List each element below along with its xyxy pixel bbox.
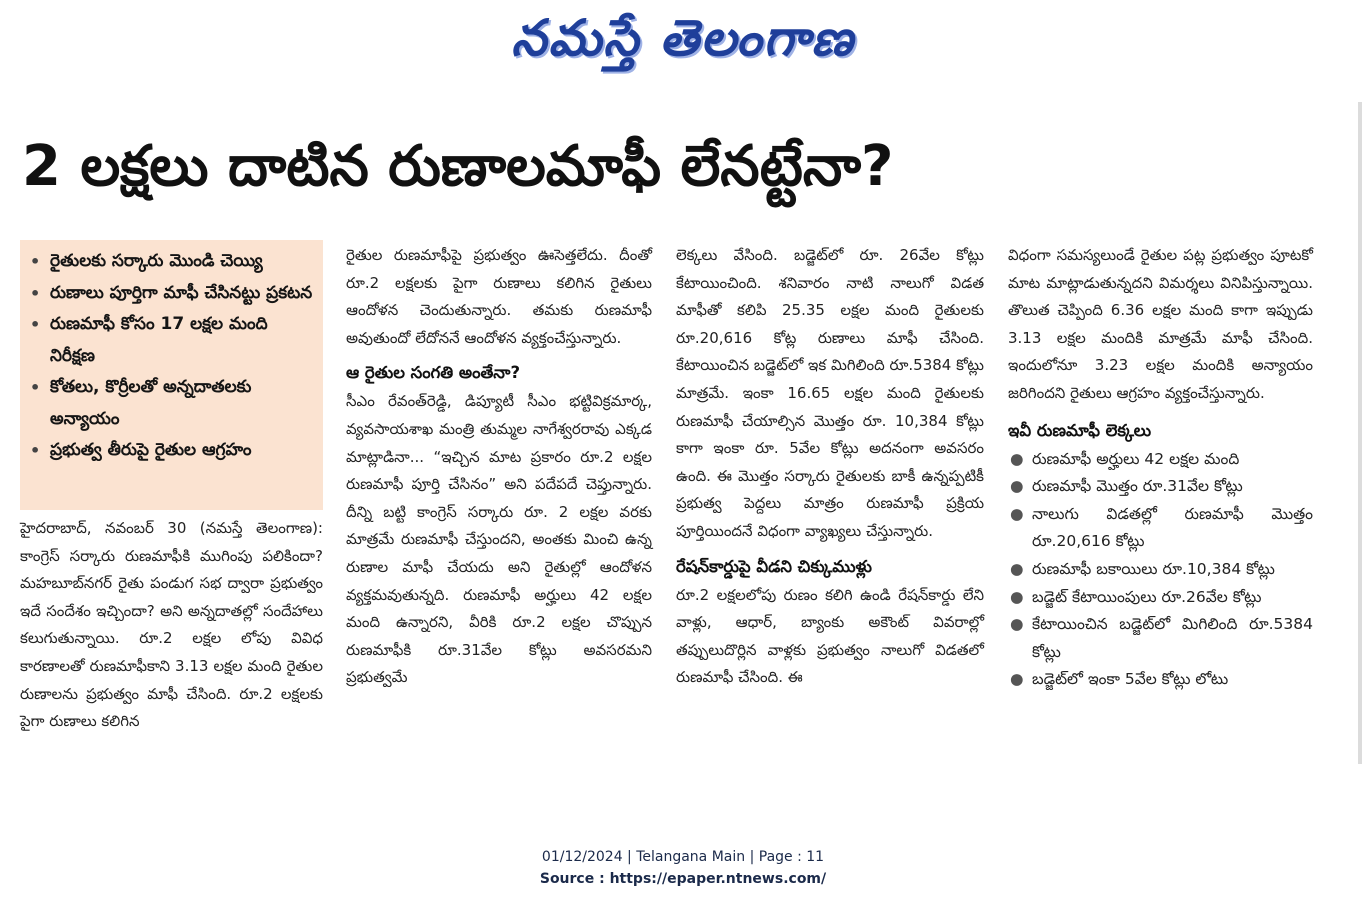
- highlight-text: రుణాలు పూర్తిగా మాఫీ చేసినట్టు ప్రకటన: [50, 282, 313, 303]
- highlight-text: కోతలు, కొర్రీలతో అన్నదాతలకు అన్యాయం: [50, 377, 252, 429]
- list-item: [1008, 473, 1313, 501]
- headline: 2 లక్షలు దాటిన రుణాలమాఫీ లేనట్టేనా?: [22, 134, 894, 199]
- list-item-text: బడ్జెట్ కేటాయింపులు రూ.26వేల కోట్లు: [1032, 587, 1262, 606]
- article-paragraph: విధంగా సమస్యలుండే రైతుల పట్ల ప్రభుత్వం పూటకో మాట మాట్లాడుతున్నదని విమర్శలు వినిపిస్తున్నాయి. తొలుత చెప్పింది 6.36 లక్షల మంది కాగా ఇప్పుడు 3.13 లక్షల మందికి మాత్రమే మాఫీ చేసింది. ఇందులోనూ 3.23 లక్షల మందికి అన్యాయం జరిగిందని రైతులు ఆగ్రహం వ్యక్తంచేస్తున్నారు.: [1008, 246, 1313, 402]
- bullet-icon: ●: [1010, 587, 1024, 606]
- article-column-1: [20, 515, 323, 775]
- masthead-logo: నమస్తే తెలంగాణ: [511, 8, 855, 67]
- subheading: ఇవీ రుణమాఫీ లెక్కలు: [1008, 420, 1152, 440]
- list-item: [1008, 666, 1313, 694]
- list-item-text: నాలుగు విడతల్లో రుణమాఫీ మొత్తం రూ.20,616 కోట్లు: [1032, 504, 1313, 551]
- bullet-icon: •: [30, 315, 41, 334]
- list-item: [1008, 584, 1313, 612]
- bullet-icon: •: [30, 252, 41, 271]
- stats-list: [1008, 446, 1313, 694]
- footer-source-line: Source : https://epaper.ntnews.com/: [539, 871, 827, 887]
- highlight-item: [28, 278, 317, 310]
- highlights-box: [20, 240, 323, 510]
- highlight-text: ప్రభుత్వ తీరుపై రైతుల ఆగ్రహం: [50, 440, 252, 460]
- highlight-item: [28, 435, 317, 467]
- article-paragraph: రైతుల రుణమాఫీపై ప్రభుత్వం ఊసెత్తలేదు. దీంతో రూ.2 లక్షలకు పైగా రుణాలు కలిగిన రైతులు ఆందోళన చెందుతున్నారు. తమకు రుణమాఫీ అవుతుందో లేదోననే ఆందోళన వ్యక్తంచేస్తున్నారు.: [346, 246, 652, 347]
- article-paragraph: లెక్కలు వేసింది. బడ్జెట్‌లో రూ. 26వేల కోట్లు కేటాయించింది. శనివారం నాటి నాలుగో విడత మాఫీతో కలిపి 25.35 లక్షల మంది రైతులకు రూ.20,616 కోట్ల రుణాలు మాఫీ చేసింది. కేటాయించిన బడ్జెట్‌లో ఇక మిగిలింది రూ.5384 కోట్లు మాత్రమే. ఇంకా 16.65 లక్షల మంది రైతులకు రుణమాఫీ చేయాల్సిన మొత్తం రూ. 10,384 కోట్లు కాగా ఇంకా రూ. 5వేల కోట్లు అదనంగా అవసరం ఉంది. ఈ మొత్తం సర్కారు రైతులకు బాకీ ఉన్నప్పటికీ ప్రభుత్వ పెద్దలు మాత్రం రుణమాఫీ ప్రక్రియ పూర్తియిందనే విధంగా వ్యాఖ్యలు చేస్తున్నారు.: [676, 246, 984, 540]
- article-paragraph: సీఎం రేవంత్‌రెడ్డి, డిప్యూటీ సీఎం భట్టివిక్రమార్క, వ్యవసాయశాఖ మంత్రి తుమ్మల నాగేశ్వరరావు ఎక్కడ మాట్లాడినా... “ఇచ్చిన మాట ప్రకారం రూ.2 లక్షల రుణమాఫీ పూర్తి చేసినం” అని పదేపదే చెప్తున్నారు. దీన్ని బట్టి కాంగ్రెస్ సర్కారు రూ. 2 లక్షల వరకు మాత్రమే రుణమాఫీ చేస్తుందని, అంతకు మించి ఉన్న రుణాల మాఫీ చేయదు అని రైతుల్లో ఆందోళన వ్యక్తమవుతున్నది. రుణమాఫీ అర్హులు 42 లక్షల మంది ఉన్నారని, వీరికి రూ.2 లక్షల చొప్పున రుణమాఫీకి రూ.31వేల కోట్లు అవసరమని ప్రభుత్వమే: [346, 392, 652, 687]
- subheading: రేషన్‌కార్డుపై వీడని చిక్కుముళ్లు: [676, 556, 872, 576]
- list-item-text: బడ్జెట్‌లో ఇంకా 5వేల కోట్లు లోటు: [1032, 670, 1229, 689]
- highlight-text: రుణమాఫీ కోసం 17 లక్షల మంది నిరీక్షణ: [50, 314, 268, 366]
- article-paragraph: రూ.2 లక్షలలోపు రుణం కలిగి ఉండి రేషన్‌కార్డు లేని వాళ్లు, ఆధార్, బ్యాంకు అకౌంట్ వివరాల్లో తప్పులుదొర్లిన వాళ్లకు ప్రభుత్వం నాలుగో విడతలో రుణమాఫీ చేసింది. ఈ: [676, 585, 984, 687]
- article-column-3: [676, 242, 984, 777]
- highlight-item: [28, 309, 317, 372]
- list-item: [1008, 611, 1313, 666]
- list-item-text: కేటాయించిన బడ్జెట్‌లో మిగిలింది రూ.5384 కోట్లు: [1032, 615, 1313, 661]
- list-item: [1008, 556, 1313, 584]
- list-item-text: రుణమాఫీ మొత్తం రూ.31వేల కోట్లు: [1032, 477, 1243, 496]
- highlight-text: రైతులకు సర్కారు మొండి చెయ్యి: [50, 251, 263, 271]
- bullet-icon: •: [30, 378, 41, 397]
- bullet-icon: ●: [1010, 670, 1024, 689]
- list-item: [1008, 501, 1313, 556]
- highlight-item: [28, 372, 317, 435]
- article-paragraph: హైదరాబాద్, నవంబర్ 30 (నమస్తే తెలంగాణ): కాంగ్రెస్ సర్కారు రుణమాఫీకి ముగింపు పలికిందా? మహబూబ్‌నగర్ రైతు పండుగ సభ ద్వారా ప్రభుత్వం ఇదే సందేశం ఇచ్చిందా? అని అన్నదాతల్లో సందేహాలు కలుగుతున్నాయి. రూ.2 లక్షల లోపు వివిధ కారణాలతో రుణమాఫీకాని 3.13 లక్షల మంది రైతుల రుణాలను ప్రభుత్వం మాఫీ చేసింది. రూ.2 లక్షలకు పైగా రుణాలు కలిగిన: [20, 519, 323, 731]
- page-edge-rule: [1358, 102, 1362, 764]
- article-column-4: [1008, 242, 1313, 777]
- bullet-icon: ●: [1010, 559, 1024, 578]
- list-item-text: రుణమాఫీ బకాయిలు రూ.10,384 కోట్లు: [1032, 559, 1275, 578]
- footer: [0, 846, 1366, 890]
- footer-date-line: 01/12/2024 | Telangana Main | Page : 11: [541, 849, 825, 865]
- list-item-text: రుణమాఫీ అర్హులు 42 లక్షల మంది: [1032, 449, 1240, 468]
- highlight-item: [28, 246, 317, 278]
- bullet-icon: ●: [1010, 615, 1024, 634]
- bullet-icon: ●: [1010, 449, 1024, 468]
- bullet-icon: •: [30, 283, 41, 303]
- bullet-icon: •: [30, 441, 41, 460]
- bullet-icon: ●: [1010, 504, 1024, 523]
- list-item: [1008, 446, 1313, 474]
- subheading: ఆ రైతుల సంగతి అంతేనా?: [346, 363, 521, 383]
- article-column-2: [346, 242, 652, 777]
- bullet-icon: ●: [1010, 477, 1024, 496]
